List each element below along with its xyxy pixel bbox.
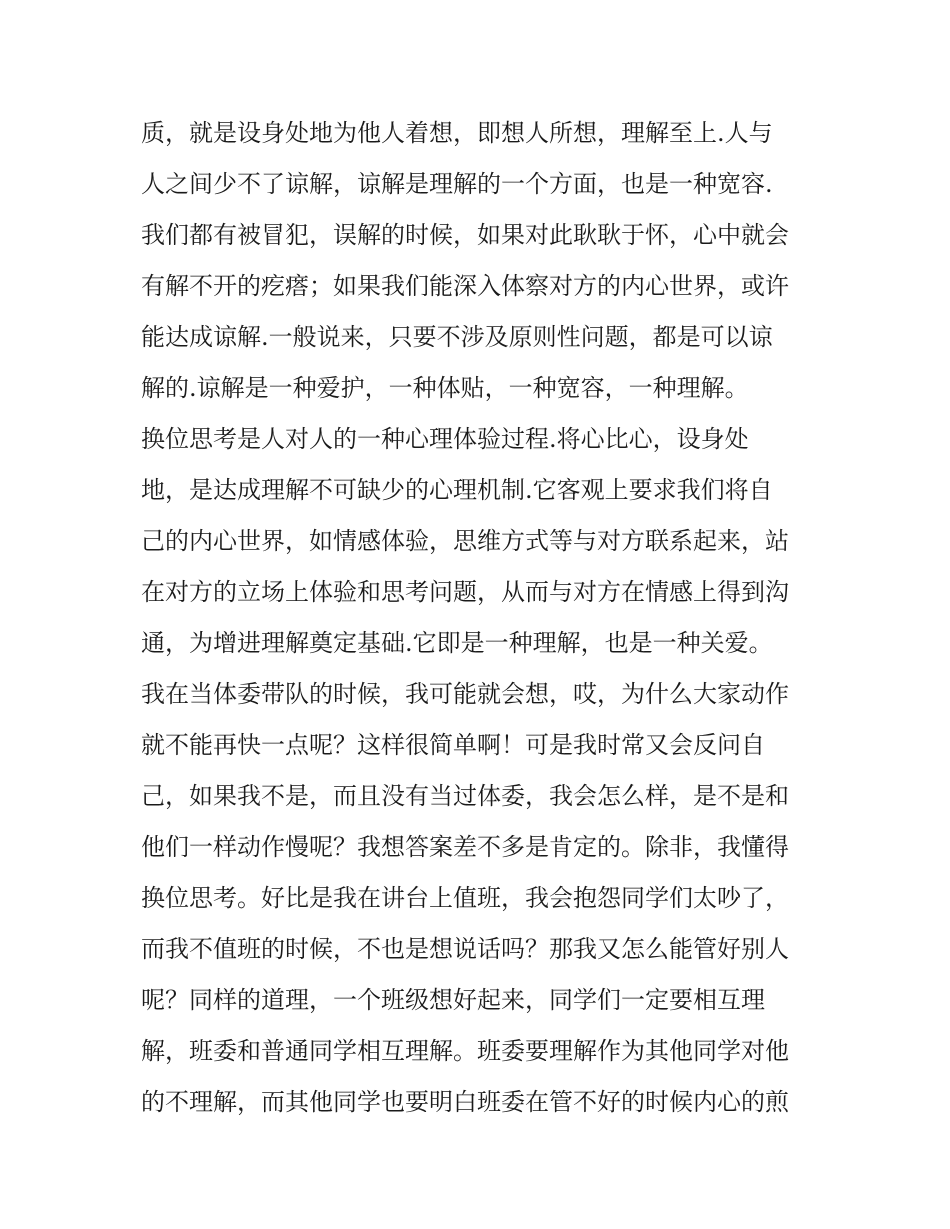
text-line: 他们一样动作慢呢？我想答案差不多是肯定的。除非，我懂得 [141,833,789,861]
text-line: 换位思考是人对人的一种心理体验过程.将心比心，设身处 [141,425,749,453]
text-line: 通，为增进理解奠定基础.它即是一种理解，也是一种关爱。 [141,629,773,657]
text-line: 就不能再快一点呢？这样很简单啊！可是我时常又会反问自 [141,731,765,759]
text-line: 解的.谅解是一种爱护，一种体贴，一种宽容，一种理解。 [141,374,749,402]
text-line: 有解不开的疙瘩；如果我们能深入体察对方的内心世界，或许 [141,272,789,300]
text-line: 我们都有被冒犯，误解的时候，如果对此耿耿于怀，心中就会 [141,221,789,249]
text-line: 己的内心世界，如情感体验，思维方式等与对方联系起来，站 [141,527,789,555]
text-line: 我在当体委带队的时候，我可能就会想，哎，为什么大家动作 [141,680,789,708]
text-line: 的不理解，而其他同学也要明白班委在管不好的时候内心的煎 [141,1088,789,1116]
text-line: 在对方的立场上体验和思考问题，从而与对方在情感上得到沟 [141,578,789,606]
text-line: 而我不值班的时候，不也是想说话吗？那我又怎么能管好别人 [141,935,789,963]
body-text [141,108,821,1128]
text-line: 己，如果我不是，而且没有当过体委，我会怎么样，是不是和 [141,782,789,810]
text-line: 呢？同样的道理，一个班级想好起来，同学们一定要相互理 [141,986,765,1014]
text-line: 人之间少不了谅解，谅解是理解的一个方面，也是一种宽容. [141,170,773,198]
text-line: 质，就是设身处地为他人着想，即想人所想，理解至上.人与 [141,119,773,147]
text-line: 换位思考。好比是我在讲台上值班，我会抱怨同学们太吵了， [141,884,789,912]
text-line: 地，是达成理解不可缺少的心理机制.它客观上要求我们将自 [141,476,773,504]
text-line: 能达成谅解.一般说来，只要不涉及原则性问题，都是可以谅 [141,323,773,351]
text-line: 解，班委和普通同学相互理解。班委要理解作为其他同学对他 [141,1037,789,1065]
